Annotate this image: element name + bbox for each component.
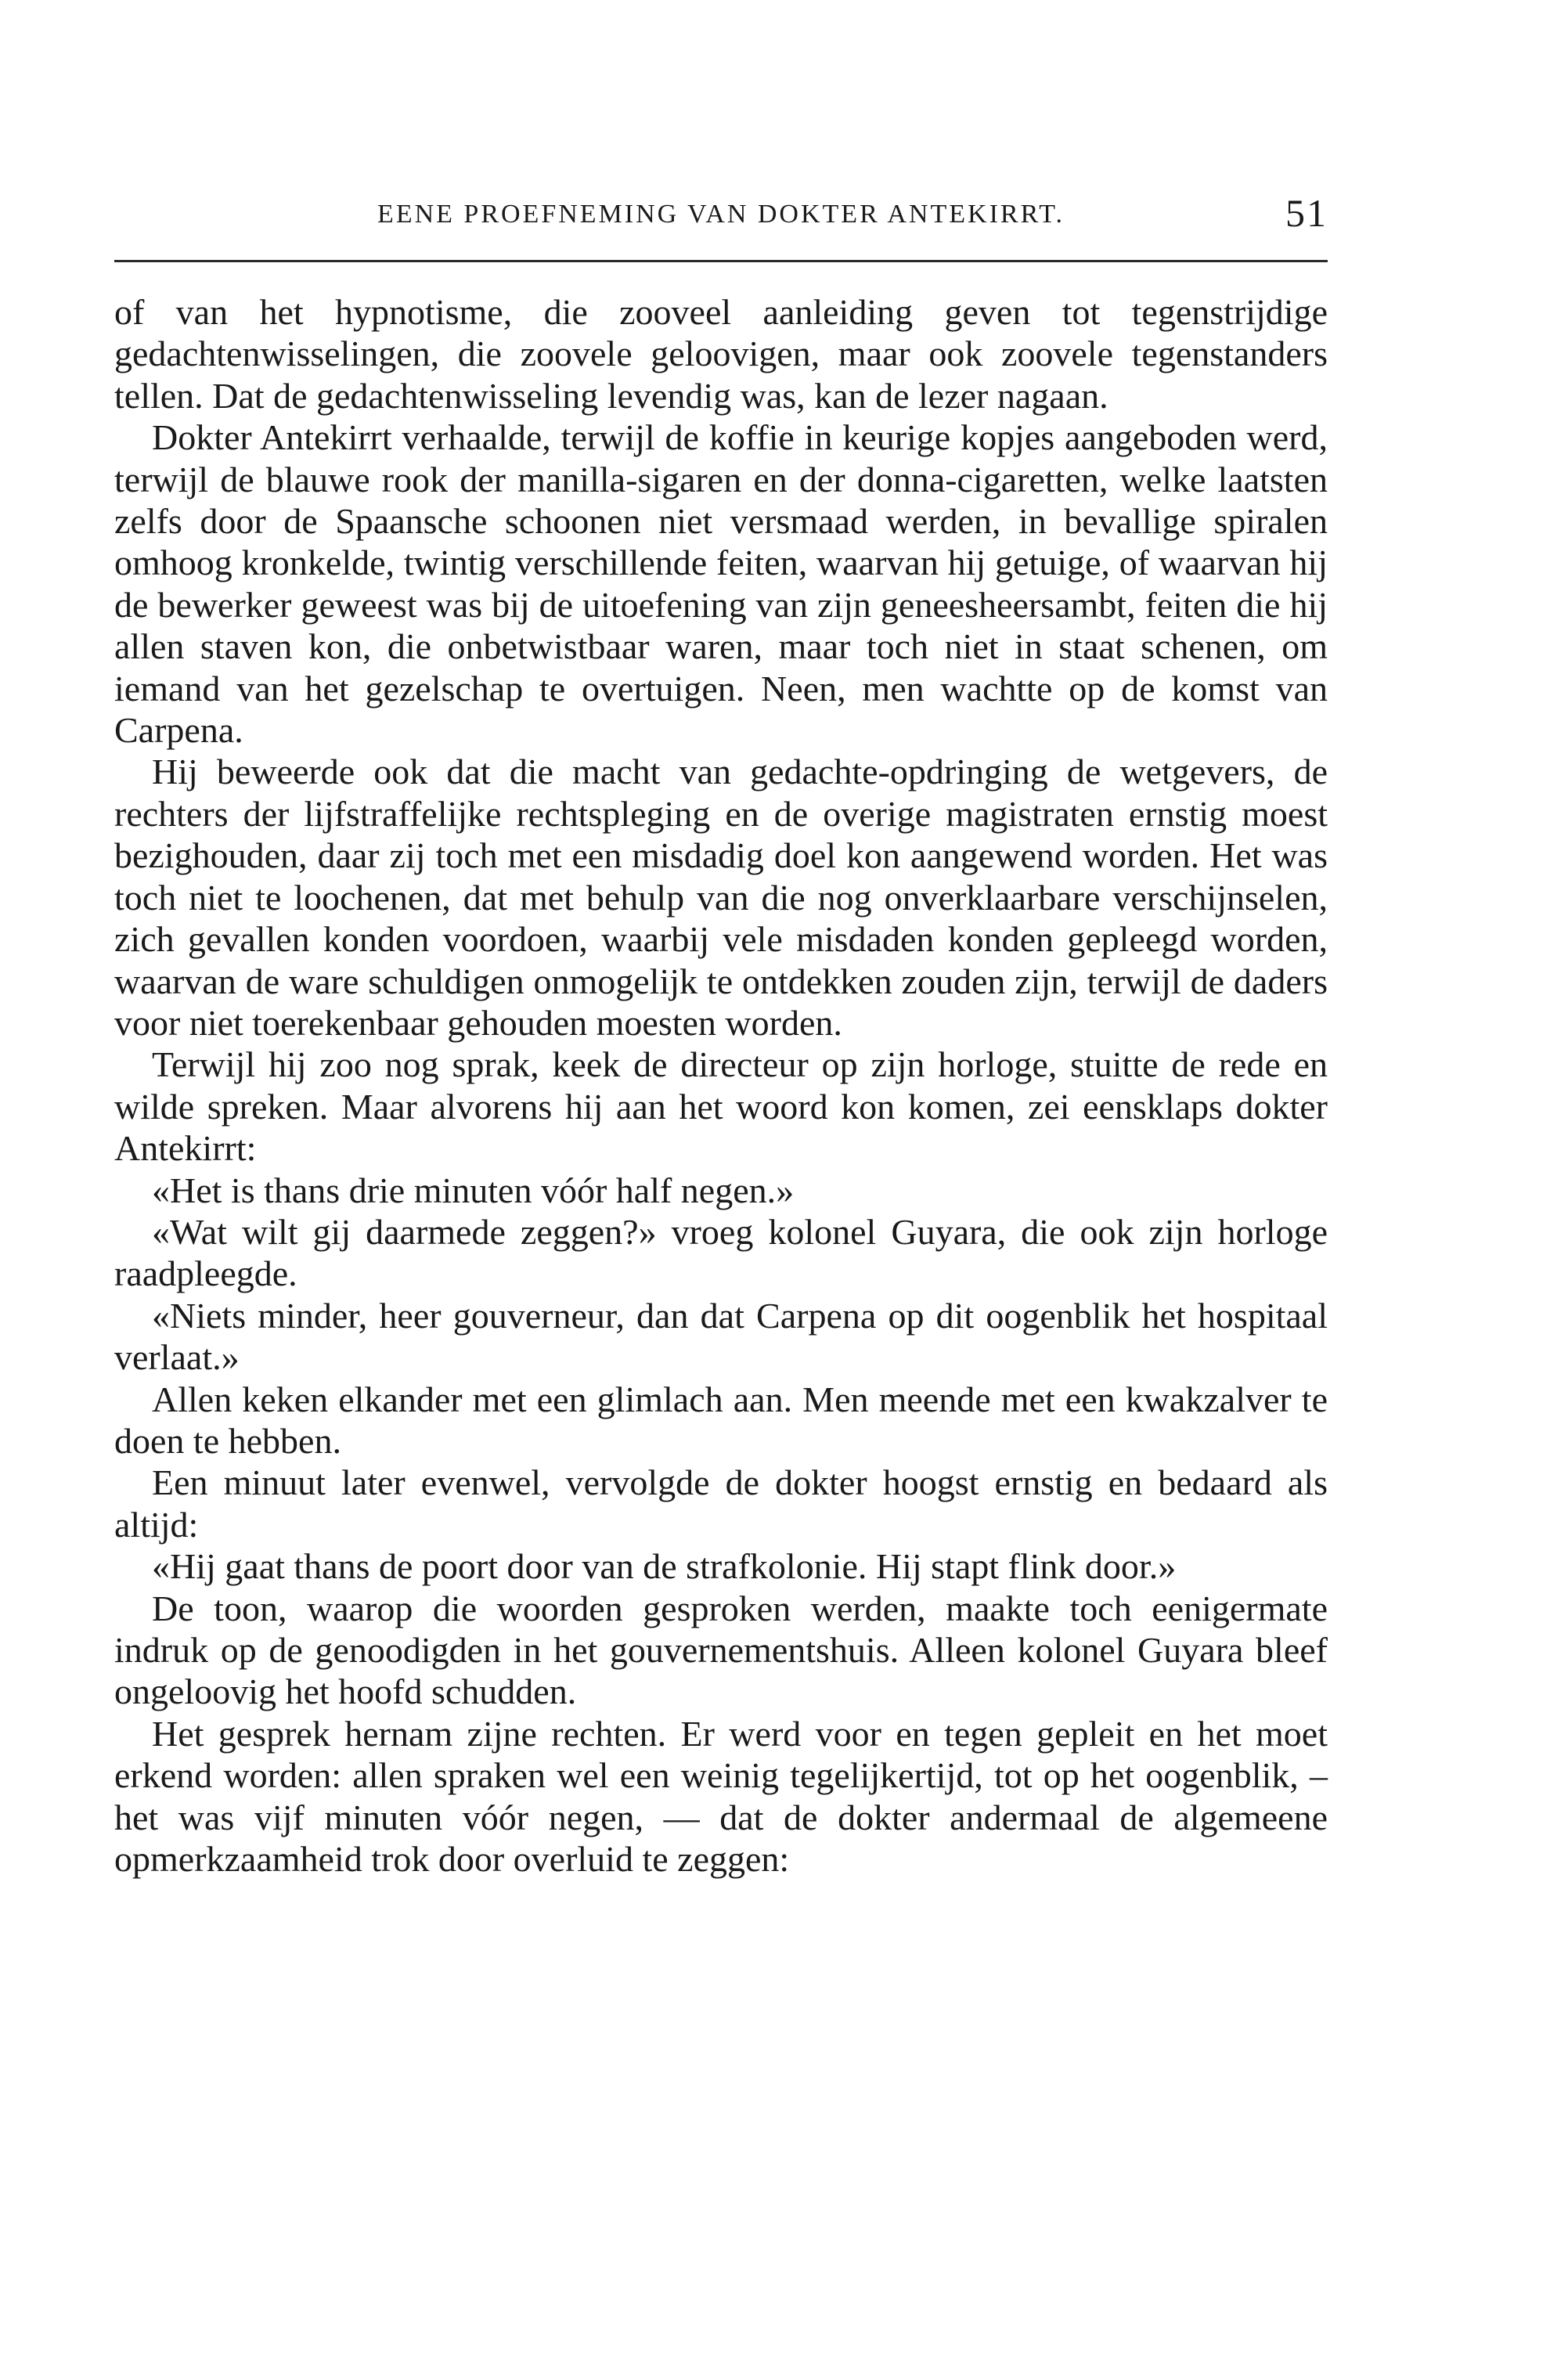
paragraph-10: «Hij gaat thans de poort door van de strafkolonie. Hij stapt flink door.» [152,1546,1177,1587]
paragraph-9: Een minuut later evenwel, vervolgde de dokter hoogst ernstig en bedaard als altijd: [114,1462,1328,1545]
paragraph-6: «Wat wilt gij daarmede zeggen?» vroeg kolonel Guyara, die ook zijn horloge raadpleegde. [114,1211,1328,1294]
page-number: 51 [1285,191,1328,235]
paragraph-1: of van het hypnotisme, die zooveel aanleiding geven tot tegenstrijdige gedachtenwisselingen, die zoovele geloovigen, maar ook zoovele tegenstanders tellen. Dat de gedachtenwisseling levendig was, kan de lezer nagaan. [114,292,1328,416]
paragraph-5: «Het is thans drie minuten vóór half negen.» [152,1170,795,1210]
paragraph-11: De toon, waarop die woorden gesproken werden, maakte toch eenigermate indruk op de genoodigden in het gouvernementshuis. Alleen kolonel Guyara bleef ongeloovig het hoofd schudden. [114,1588,1328,1712]
running-title: EENE PROEFNEMING VAN DOKTER ANTEKIRRT. [377,200,1065,229]
header-rule [114,260,1328,262]
paragraph-2: Dokter Antekirrt verhaalde, terwijl de koffie in keurige kopjes aangeboden werd, terwijl de blauwe rook der manilla-sigaren en der donna-cigaretten, welke laatsten zelfs door de Spaansche schoonen niet versmaad werden, in bevallige spiralen omhoog kronkelde, twintig verschillende feiten, waarvan hij getuige, of waarvan hij de bewerker geweest was bij de uitoefening van zijn geneesheersambt, feiten die hij allen staven kon, die onbetwistbaar waren, maar toch niet in staat schenen, om iemand van het gezelschap te overtuigen. Neen, men wachtte op de komst van Carpena. [114,417,1328,751]
paragraph-7: «Niets minder, heer gouverneur, dan dat Carpena op dit oogenblik het hospitaal verlaat.» [114,1295,1328,1378]
paragraph-4: Terwijl hij zoo nog sprak, keek de directeur op zijn horloge, stuitte de rede en wilde spreken. Maar alvorens hij aan het woord kon komen, zei eensklaps dokter Antekirrt: [114,1044,1328,1169]
body-text [114,291,1328,1880]
paragraph-3: Hij beweerde ook dat die macht van gedachte-opdringing de wetgevers, de rechters der lijfstraffelijke rechtspleging en de overige magistraten ernstig moest bezighouden, daar zij toch met een misdadig doel kon aangewend worden. Het was toch niet te loochenen, dat met behulp van die nog onverklaarbare verschijnselen, zich gevallen konden voordoen, waarbij vele misdaden konden gepleegd worden, waarvan de ware schuldigen onmogelijk te ontdekken zouden zijn, terwijl de daders voor niet toerekenbaar gehouden moesten worden. [114,752,1328,1043]
paragraph-12: Het gesprek hernam zijne rechten. Er werd voor en tegen gepleit en het moet erkend worden: allen spraken wel een weinig tegelijkertijd, tot op het oogenblik, – het was vijf minuten vóór negen, — dat de dokter andermaal de algemeene opmerkzaamheid trok door overluid te zeggen: [114,1713,1328,1880]
running-header [114,186,1328,257]
paragraph-8: Allen keken elkander met een glimlach aan. Men meende met een kwakzalver te doen te hebben. [114,1379,1328,1461]
